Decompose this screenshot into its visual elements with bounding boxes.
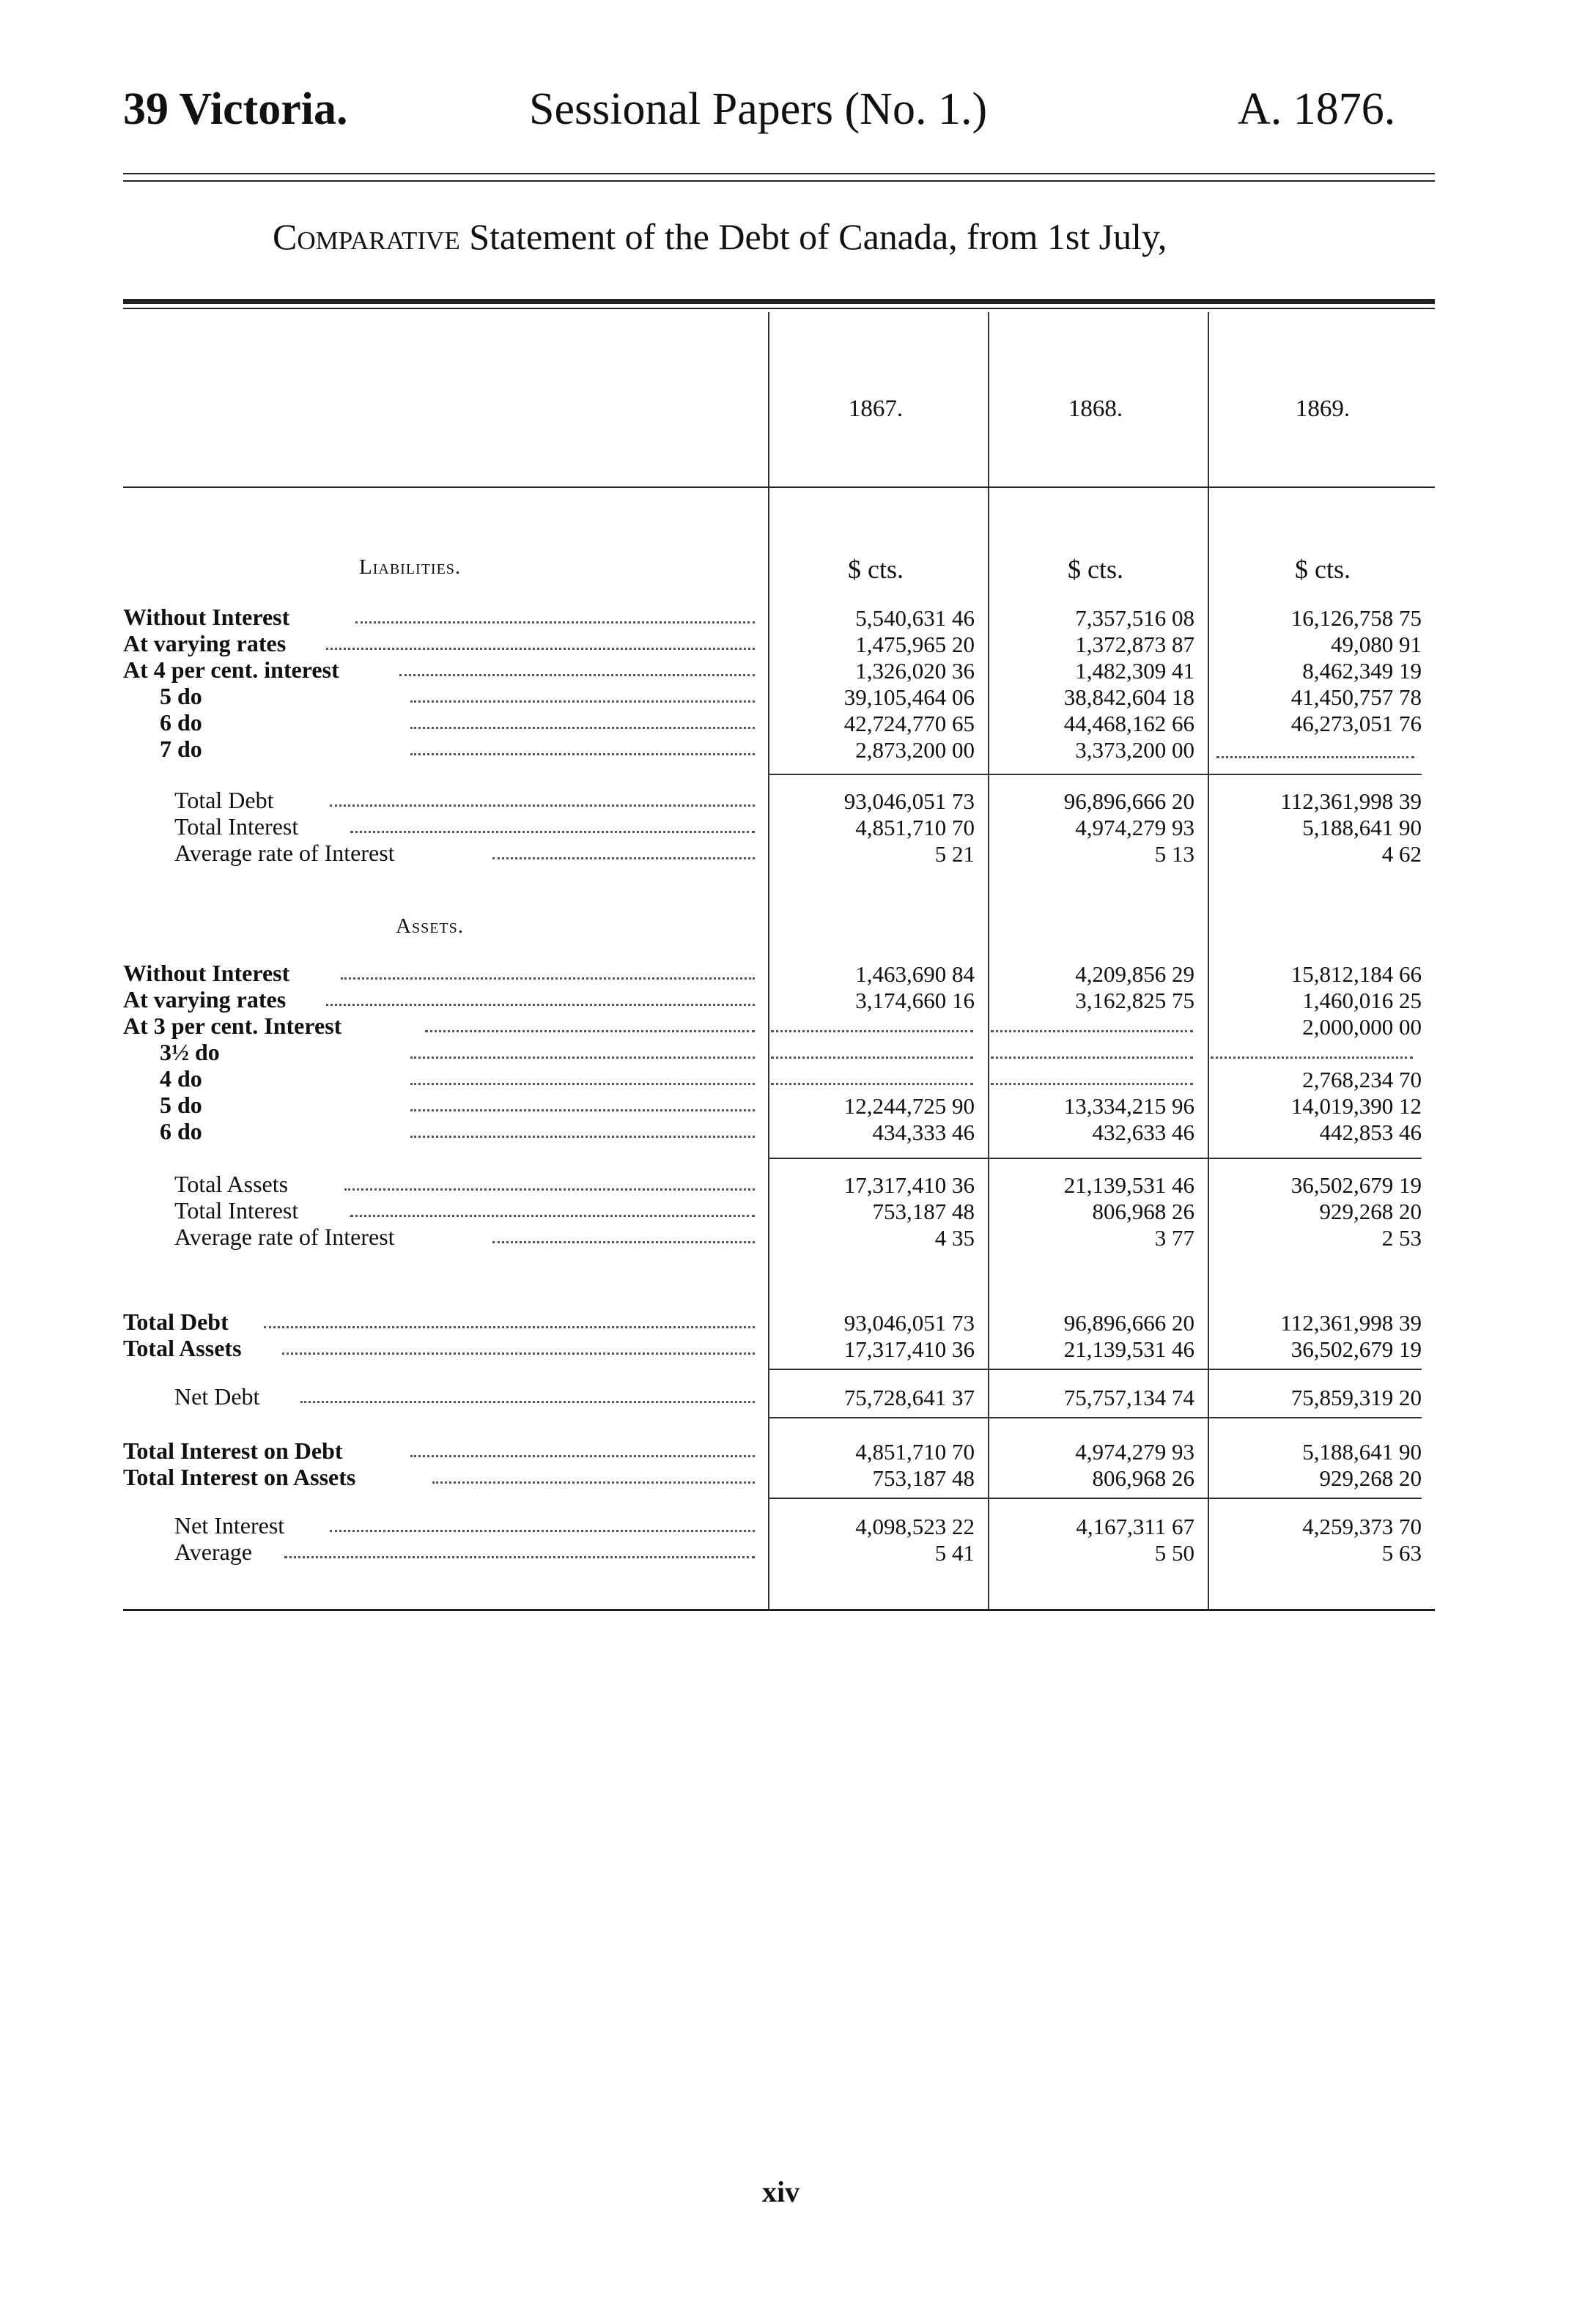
cell-value: 442,853 46 (1319, 1120, 1422, 1145)
leader-dots (355, 620, 755, 623)
leader-dots (410, 1081, 755, 1085)
cell-value: 8,462,349 19 (1302, 658, 1422, 684)
cell-value: 3,373,200 00 (1075, 737, 1194, 763)
statement-title (273, 218, 1167, 255)
cell-value: 4 35 (934, 1225, 975, 1251)
row-label: At varying rates (123, 630, 287, 656)
cell-value: 12,244,725 90 (843, 1093, 975, 1119)
leader-dots (282, 1351, 755, 1355)
row-label: 3½ do (160, 1039, 220, 1065)
empty-cell-dots (771, 1055, 973, 1059)
row-label: Total Assets (123, 1335, 242, 1361)
subtotal-rule (769, 1417, 1422, 1418)
cell-value: 14,019,390 12 (1290, 1093, 1422, 1119)
row-label: Average rate of Interest (174, 1224, 395, 1250)
header-year: A. 1876. (1238, 84, 1396, 134)
cell-value: 4,974,279 93 (1075, 1439, 1194, 1465)
cell-value: 16,126,758 75 (1290, 605, 1422, 631)
empty-cell-dots (771, 1029, 973, 1032)
cell-value: 1,372,873 87 (1075, 632, 1194, 657)
cell-value: 929,268 20 (1319, 1199, 1422, 1224)
row-label: 4 do (160, 1065, 202, 1092)
cell-value: 4,167,311 67 (1076, 1514, 1194, 1539)
cell-value: 2,873,200 00 (855, 737, 975, 763)
subtotal-rule (769, 774, 1422, 775)
cell-value: 4,259,373 70 (1302, 1514, 1422, 1539)
cell-value: 36,502,679 19 (1290, 1172, 1422, 1198)
table-top-rule-thin (123, 308, 1435, 309)
cell-value: 753,187 48 (872, 1199, 975, 1224)
row-label: Average (174, 1539, 252, 1565)
header-rule-top (123, 173, 1435, 174)
cell-value: 75,757,134 74 (1063, 1385, 1194, 1410)
cell-value: 2,768,234 70 (1302, 1067, 1422, 1092)
header-papers: Sessional Papers (No. 1.) (529, 84, 988, 134)
leader-dots (432, 1480, 755, 1484)
leader-dots (399, 673, 755, 676)
year-header-1868: 1868. (1068, 396, 1123, 422)
cell-value: 5,188,641 90 (1302, 815, 1422, 840)
leader-dots (330, 803, 755, 807)
cell-value: 4,098,523 22 (855, 1514, 975, 1539)
cell-value: 5 63 (1381, 1540, 1422, 1566)
unit-header: $ cts. (1295, 555, 1351, 584)
table-top-rule (123, 299, 1435, 304)
year-header-1869: 1869. (1295, 396, 1351, 422)
cell-value: 1,326,020 36 (855, 658, 975, 684)
leader-dots (410, 1134, 755, 1138)
subtotal-rule (769, 1158, 1422, 1159)
cell-value: 7,357,516 08 (1075, 605, 1194, 631)
cell-value: 46,273,051 76 (1290, 711, 1422, 736)
cell-value: 1,460,016 25 (1302, 988, 1422, 1013)
cell-value: 4,851,710 70 (855, 815, 975, 840)
leader-dots (341, 976, 755, 980)
cell-value: 434,333 46 (872, 1120, 975, 1145)
page-number: xiv (762, 2175, 800, 2208)
subtotal-rule (769, 1498, 1422, 1499)
cell-value: 44,468,162 66 (1063, 711, 1194, 736)
cell-value: 5 50 (1154, 1540, 1194, 1566)
liabilities-heading: Liabilities. (359, 555, 462, 579)
header-rule-bottom (123, 180, 1435, 182)
leader-dots (284, 1555, 755, 1558)
row-label: Total Interest (174, 813, 299, 840)
cell-value: 5,188,641 90 (1302, 1439, 1422, 1465)
leader-dots (350, 829, 755, 833)
row-label: Net Interest (174, 1512, 285, 1539)
cell-value: 36,502,679 19 (1290, 1336, 1422, 1362)
cell-value: 42,724,770 65 (843, 711, 975, 736)
year-header-1867: 1867. (848, 396, 904, 422)
cell-value: 3,162,825 75 (1075, 988, 1194, 1013)
row-label: Net Debt (174, 1383, 260, 1410)
row-label: Total Debt (174, 787, 274, 813)
leader-dots (410, 725, 755, 729)
column-separator (768, 312, 769, 1609)
row-label: Total Interest on Assets (123, 1464, 356, 1490)
leader-dots (410, 1454, 755, 1457)
assets-heading: Assets. (396, 914, 464, 938)
cell-value: 17,317,410 36 (843, 1172, 975, 1198)
leader-dots (425, 1029, 755, 1032)
cell-value: 806,968 26 (1092, 1465, 1194, 1491)
leader-dots (330, 1528, 755, 1532)
column-separator (988, 312, 989, 1609)
year-header-rule (123, 486, 1435, 488)
cell-value: 3,174,660 16 (855, 988, 975, 1013)
row-label: Without Interest (123, 604, 290, 630)
cell-value: 5,540,631 46 (855, 605, 975, 631)
row-label: Total Assets (174, 1171, 289, 1197)
leader-dots (264, 1325, 755, 1328)
cell-value: 96,896,666 20 (1063, 1310, 1194, 1336)
cell-value: 4,209,856 29 (1075, 961, 1194, 987)
cell-value: 4,851,710 70 (855, 1439, 975, 1465)
cell-value: 41,450,757 78 (1290, 684, 1422, 710)
empty-cell-dots (991, 1029, 1193, 1032)
row-label: Average rate of Interest (174, 840, 395, 866)
empty-cell-dots (1216, 755, 1414, 758)
cell-value: 49,080 91 (1331, 632, 1422, 657)
row-label: At 3 per cent. Interest (123, 1013, 342, 1039)
leader-dots (326, 1002, 755, 1006)
cell-value: 4,974,279 93 (1075, 815, 1194, 840)
row-label: Total Debt (123, 1309, 229, 1335)
leader-dots (300, 1399, 755, 1403)
cell-value: 21,139,531 46 (1063, 1172, 1194, 1198)
row-label: At varying rates (123, 986, 287, 1013)
cell-value: 1,463,690 84 (855, 961, 975, 987)
subtotal-rule (769, 1369, 1422, 1370)
row-label: Total Interest (174, 1197, 299, 1224)
row-label: 5 do (160, 683, 202, 709)
leader-dots (410, 1108, 755, 1111)
row-label: Without Interest (123, 960, 290, 986)
cell-value: 96,896,666 20 (1063, 788, 1194, 814)
row-label: At 4 per cent. interest (123, 656, 339, 683)
table-bottom-rule (123, 1609, 1435, 1611)
leader-dots (344, 1187, 755, 1191)
cell-value: 75,728,641 37 (843, 1385, 975, 1410)
cell-value: 432,633 46 (1092, 1120, 1194, 1145)
cell-value: 929,268 20 (1319, 1465, 1422, 1491)
cell-value: 753,187 48 (872, 1465, 975, 1491)
leader-dots (410, 1055, 755, 1059)
leader-dots (492, 1240, 755, 1243)
empty-cell-dots (771, 1081, 973, 1085)
leader-dots (410, 699, 755, 703)
cell-value: 3 77 (1154, 1225, 1194, 1251)
cell-value: 1,475,965 20 (855, 632, 975, 657)
title-rest: Statement of the Debt of Canada, from 1st July, (459, 216, 1167, 257)
cell-value: 75,859,319 20 (1290, 1385, 1422, 1410)
leader-dots (326, 646, 755, 650)
cell-value: 1,482,309 41 (1075, 658, 1194, 684)
leader-dots (492, 856, 755, 859)
cell-value: 2,000,000 00 (1302, 1014, 1422, 1040)
column-separator (1208, 312, 1209, 1609)
cell-value: 4 62 (1381, 841, 1422, 867)
leader-dots (350, 1213, 755, 1217)
unit-header: $ cts. (1068, 555, 1123, 584)
cell-value: 93,046,051 73 (843, 788, 975, 814)
cell-value: 93,046,051 73 (843, 1310, 975, 1336)
cell-value: 112,361,998 39 (1280, 788, 1422, 814)
cell-value: 15,812,184 66 (1290, 961, 1422, 987)
leader-dots (410, 752, 755, 755)
empty-cell-dots (991, 1055, 1193, 1059)
unit-header: $ cts. (848, 555, 904, 584)
cell-value: 2 53 (1381, 1225, 1422, 1251)
row-label: 6 do (160, 1118, 202, 1144)
cell-value: 5 41 (934, 1540, 975, 1566)
cell-value: 38,842,604 18 (1063, 684, 1194, 710)
empty-cell-dots (1211, 1055, 1413, 1059)
row-label: 5 do (160, 1092, 202, 1118)
row-label: 6 do (160, 709, 202, 736)
cell-value: 17,317,410 36 (843, 1336, 975, 1362)
cell-value: 39,105,464 06 (843, 684, 975, 710)
empty-cell-dots (991, 1081, 1193, 1085)
header-session: 39 Victoria. (123, 84, 348, 134)
row-label: Total Interest on Debt (123, 1437, 343, 1464)
cell-value: 13,334,215 96 (1063, 1093, 1194, 1119)
cell-value: 806,968 26 (1092, 1199, 1194, 1224)
cell-value: 21,139,531 46 (1063, 1336, 1194, 1362)
row-label: 7 do (160, 736, 202, 762)
title-smallcaps: Comparative (273, 216, 460, 257)
cell-value: 5 13 (1154, 841, 1194, 867)
cell-value: 112,361,998 39 (1280, 1310, 1422, 1336)
cell-value: 5 21 (934, 841, 975, 867)
